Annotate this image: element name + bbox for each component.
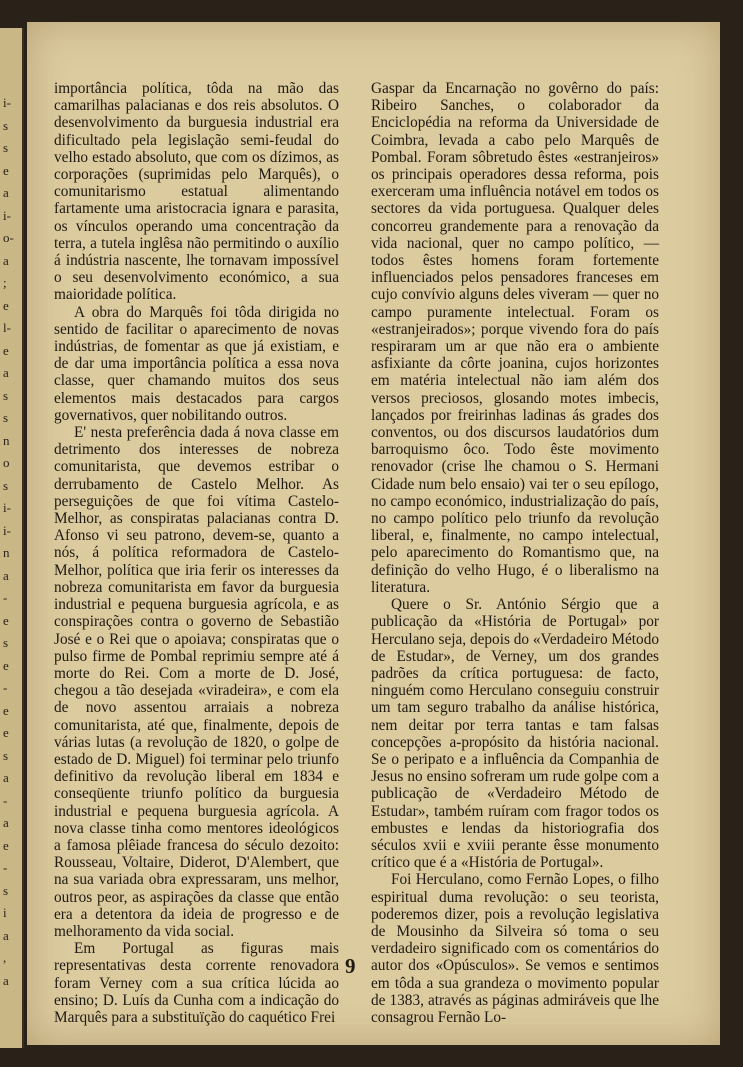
left-text-column (54, 80, 339, 1026)
adjacent-page-fragment: s (3, 410, 9, 425)
adjacent-page-fragment: s (3, 140, 9, 155)
adjacent-page-fragment: s (3, 747, 9, 763)
adjacent-page-fragment: - (3, 792, 8, 808)
adjacent-page-fragment: e (3, 342, 9, 358)
paragraph: Quere o Sr. António Sérgio que a publicação da «História de Portugal» por Herculano seja, depois do «Verdadeiro Método de Estudar», de Verney, um dos grandes padrões da crítica portuguesa: de facto, ninguém como Herculano conseguiu construir um tam seguro trabalho da análise histórica, nem deitar por terra tantas e tam falsas concepções a-propósito da história nacional. Se o peripato e a influência da Companhia de Jesus no ensino sofreram um rude golpe com a publicação de «Verdadeiro Método de Estudar», também ruíram com fragor todos os embustes e lendas da historiografia dos séculos xvii e xviii perante êsse monumento crítico que é a «História de Portugal». (371, 596, 660, 872)
adjacent-page-fragment: - (3, 590, 8, 605)
adjacent-page-fragment: i- (3, 207, 11, 223)
adjacent-page-fragment: n (3, 545, 10, 560)
adjacent-page-fragment: a (3, 815, 9, 830)
adjacent-page-fragment: a (3, 770, 9, 785)
adjacent-page-fragment: a (3, 185, 9, 200)
adjacent-page-fragment: l- (3, 320, 11, 335)
paragraph: importância política, tôda na mão das camarilhas palacianas e dos reis absolutos. O desenvolvimento da burguesia industrial era dificultado pela legislação semi-feudal do velho estado absoluto, que com os dízimos, as corporações (suprimidas pelo Marquês), o comunitarismo estatual alimentando fartamente uma aristocracia ignara e parasita, os vínculos operando uma concentração da terra, a tutela inglêsa não permitindo o auxílio á indústria nascente, lhe tornavam impossível o seu desenvolvimento económico, a sua maioridade política. (54, 80, 339, 304)
adjacent-page-fragment: ; (3, 275, 7, 290)
adjacent-page-fragment: - (3, 860, 8, 875)
adjacent-page-fragment: i- (3, 95, 11, 110)
adjacent-page-fragment: s (3, 387, 9, 403)
adjacent-page-fragment: i- (3, 500, 11, 515)
adjacent-page-fragment: a (3, 567, 9, 583)
book-page (27, 22, 720, 1045)
adjacent-page-fragment: n (3, 432, 10, 448)
adjacent-page-fragment: e (3, 657, 9, 673)
paragraph: Foi Herculano, como Fernão Lopes, o filho espiritual duma revolução: o seu teorista, poderemos dizer, pois a revolução legislativa de Mousinho da Silveira só toma o seu verdadeiro significado com os comentários do autor dos «Opúsculos». Se vemos e sentimos em tôda a sua grandeza o movimento popular de 1383, através as páginas admiráveis que lhe consagrou Fernão Lo- (371, 871, 659, 1026)
adjacent-page-fragment: , (3, 950, 7, 965)
adjacent-page-fragment: s (3, 117, 9, 133)
paragraph: Gaspar da Encarnação no govêrno do país: Ribeiro Sanches, o colaborador da Enciclopédia na reforma da Universidade de Coimbra, levada a cabo pelo Marquês de Pombal. Foram sôbretudo êstes «estranjeiros» os principais operadores dessa reforma, pois exerceram uma influência notável em todos os sectores da vida portuguesa. Qualquer deles concorreu grandemente para a renovação da vida nacional, quer no campo político, — todos êstes homens foram fortemente influenciados pelos pensadores franceses em cujo convívio alguns deles viveram — quer no campo puramente intelectual. Foram os «estranjeirados»; porque vivendo fora do país respiraram um ar que não era o ambiente asfixiante da côrte joanina, cujos horizontes em matéria intelectual não iam além dos versos preciosos, glosando motes imbecis, lançados por freirinhas ladinas ás grades dos conventos, ou dos discursos laudatórios dum barroquismo ôco. Todo êste movimento renovador (crise lhe chamou o S. Hermani Cidade num belo ensaio) vai ter o seu epílogo, no campo económico, industrialização do país, no campo político pelo triunfo da revolução liberal, e, finalmente, no campo intelectual, pelo aparecimento do Romantismo que, na definição do velho Hugo, é o liberalismo na literatura. (371, 80, 659, 596)
adjacent-page-fragment: s (3, 882, 9, 898)
adjacent-page-fragment: e (3, 725, 9, 740)
adjacent-page-fragment: a (3, 365, 9, 380)
adjacent-page-fragment: a (3, 972, 9, 988)
paragraph: Em Portugal as figuras mais representativas desta corrente renovadora foram Verney com a sua crítica lúcida ao ensino; D. Luís da Cunha com a indicação do Marquês para a substituïção do caquético Frei (54, 940, 339, 1026)
adjacent-page-fragment: i- (3, 522, 11, 538)
adjacent-page-fragment: s (3, 635, 9, 650)
adjacent-page-fragment: e (3, 297, 9, 313)
adjacent-page-fragment: a (3, 927, 9, 943)
adjacent-page-fragment: e (3, 612, 9, 628)
adjacent-page-fragment: e (3, 162, 9, 178)
adjacent-page-fragment: e (3, 702, 9, 718)
adjacent-page-strip (0, 28, 24, 1048)
paragraph: A obra do Marquês foi tôda dirigida no sentido de facilitar o aparecimento de novas indústrias, de fomentar as que já existiam, e de dar uma importância política a essa nova classe, quer chamando muitos dos seus elementos mais destacados para cargos governativos, quer nobilitando outros. (54, 303, 339, 424)
adjacent-page-fragment: - (3, 680, 8, 695)
right-text-column (371, 80, 659, 1026)
adjacent-page-fragment: o (3, 455, 10, 470)
adjacent-page-fragment: e (3, 837, 9, 853)
adjacent-page-fragment: o- (3, 230, 14, 245)
adjacent-page-fragment: a (3, 252, 9, 268)
page-number: 9 (345, 954, 356, 978)
adjacent-page-fragment: i (3, 905, 7, 920)
paragraph: E' nesta preferência dada á nova classe em detrimento dos interesses de nobreza comunitarista, que devemos estribar o derrubamento de Castelo Melhor. As perseguições de que foi vítima Castelo-Melhor, as conspiratas palacianas contra D. Afonso vi seu patrono, devem-se, quanto a nós, á política reformadora de Castelo-Melhor, política que iria ferir os interesses da nobreza comunitarista em favor da burguesia industrial e pequena burguesia agrícola, e as conspirações contra o governo de Sebastião José e o Rei que o apoiava; conspiratas que o pulso firme de Pombal reprimiu sempre até á morte do Rei. Com a morte de D. José, chegou a tão desejada «viradeira», e com ela de novo assentou arraiais a nobreza comunitarista, até que, finalmente, depois de várias lutas (a revolução de 1820, o golpe de estado de D. Miguel) foi terminar pelo triunfo definitivo da revolução liberal em 1834 e conseqüente triunfo político da burguesia industrial e pequena burguesia agrícola. A nova classe tinha como mentores ideológicos a famosa plêiade francesa do século dezoito: Rousseau, Voltaire, Diderot, D'Alembert, que na sua variada obra expressaram, uns melhor, outros peor, as aspirações da classe que então era a detentora da ideia de progresso e de melhoramento da vida social. (54, 424, 339, 940)
adjacent-page-fragment: s (3, 477, 9, 493)
